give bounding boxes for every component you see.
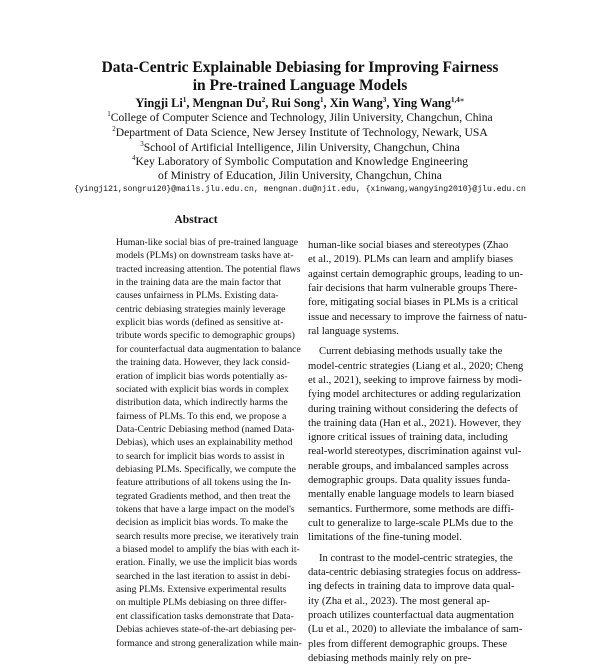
abstract-line: on multiple PLMs debiasing on three differ- [116,597,287,609]
author-affiliation-mark: 1,4∗ [450,95,465,104]
body-text-line: (Lu et al., 2020) to alleviate the imbalance of sam- [308,624,523,636]
abstract-line: searched in the last iteration to assist in debi- [116,570,291,582]
abstract-line: fairness of PLMs. To this end, we propose a [116,410,287,422]
body-text-line: debiasing methods mainly rely on pre- [308,652,472,664]
body-text-line: issue and necessary to improve the fairness of natu- [308,311,527,323]
abstract-line: the training data. However, they lack consid- [116,357,290,369]
abstract-line: debiasing PLMs. Specifically, we compute the [116,463,296,475]
author-name: Mengnan Du [192,96,262,110]
abstract-line: decision as implicit bias words. To make the [116,517,288,529]
body-text-line: mentally enable language models to learn biased [308,489,514,501]
body-text-line: real-world stereotypes, discrimination against vul- [308,446,522,458]
paper-title-line-1: Data-Centric Explainable Debiasing for Improving Fairness [101,59,499,76]
abstract-line: tracted increasing attention. The potential flaws [116,263,301,275]
body-text-line: during training without considering the defects of [308,403,519,415]
abstract-line: search results more precise, we iteratively train [116,530,299,542]
affiliation-text: Department of Data Science, New Jersey Institute of Technology, Newark, USA [115,126,488,139]
body-text-line: cult to generalize to large-scale PLMs due to the [308,518,514,530]
body-text-line: et al., 2021), seeking to improve fairness by modi- [308,374,522,386]
body-text-line: against certain demographic groups, leading to un- [308,268,524,280]
abstract-line: for counterfactual data augmentation to balance [116,343,301,355]
abstract-line: Data-Centric Debiasing method (named Data- [116,423,295,435]
abstract-line: causes unfairness in PLMs. Existing data- [116,290,279,302]
abstract-line: distribution data, which indirectly harms the [116,397,288,409]
abstract-line: Debias achieves state-of-the-art debiasing per- [116,624,297,636]
body-text-line: proach utilizes counterfactual data augmentation [308,610,514,621]
body-text-line: fying model architectures or adding regularization [308,389,521,401]
abstract-heading: Abstract [174,213,218,226]
affiliation [0,141,600,155]
abstract-line: Human-like social bias of pre-trained language [116,237,299,248]
abstract-line: ent classification tasks demonstrate that Data- [116,610,294,622]
abstract-line: in the training data are the main factor that [116,277,282,289]
affiliation-text: School of Artificial Intelligence, Jilin University, Changchun, China [143,141,460,154]
body-text-line: fair decisions that harm vulnerable groups There- [308,282,518,294]
author-affiliation-mark: 2 [261,95,266,104]
affiliation-text: Key Laboratory of Symbolic Computation and Knowledge Engineering [135,155,469,168]
abstract-line: to search for implicit bias words to assist in [116,450,285,462]
affiliation [0,111,600,125]
body-text-line: ral language systems. [308,325,399,337]
body-text-line: model-centric strategies (Liang et al., 2020; Cheng [308,360,524,372]
author-name: Yingji Li [135,96,183,110]
body-text-line: the training data (Han et al., 2021). However, they [308,417,522,429]
abstract-line: eration. Finally, we use the implicit bias words [116,557,297,569]
affiliation-mark: 4 [131,154,136,163]
abstract-line: models (PLMs) on downstream tasks have at- [116,250,294,262]
body-text-line: Current debiasing methods usually take the [319,346,503,358]
affiliation-text: of Ministry of Education, Jilin University, Changchun, China [158,169,442,182]
abstract-line: asing PLMs. Extensive experimental results [116,584,287,596]
abstract-line: tribute words specific to demographic groups) [116,330,295,342]
body-text-line: ples from different demographic groups. These [308,638,508,650]
abstract-line: tegrated Gradients method, and then treat the [116,490,291,502]
author-name: Ying Wang [392,96,451,110]
abstract-line: Debias), which uses an explainability method [116,437,293,449]
affiliation-mark: 2 [112,125,116,134]
abstract-line: sociated with explicit bias words in complex [116,383,289,395]
abstract-line: eration of implicit bias words potentially as- [116,370,288,382]
abstract-line: tokens that have a large impact on the model's [116,504,295,515]
author-emails: {yingji21,songrui20}@mails.jlu.edu.cn, mengnan.du@njit.edu, {xinwang,wangying2010}@jlu.edu.cn [74,185,526,194]
abstract-line: formance and strong generalization while main- [116,637,302,649]
abstract-line: explicit bias words (defined as sensitive at- [116,317,284,329]
author-affiliation-mark: 3 [382,95,387,104]
abstract-line: feature attributions of all tokens using the In- [116,477,292,489]
body-text-line: et al., 2019). PLMs can learn and amplify biases [308,254,514,266]
author-affiliation-mark: 1 [319,95,324,104]
body-text-line: data-centric debiasing strategies focus on address- [308,567,521,579]
body-text-line: nerable groups, and imbalanced samples across [308,460,509,472]
paper-title-line-2: in Pre-trained Language Models [192,77,408,94]
body-text-line: demographic groups. Data quality issues funda- [308,475,511,487]
affiliation [0,169,600,183]
abstract-line: centric debiasing strategies mainly leverage [116,303,286,315]
affiliation [0,155,600,169]
body-text-line: ity (Zha et al., 2023). The most general ap- [308,595,490,607]
author-affiliation-mark: 1 [182,95,187,104]
affiliation-text: College of Computer Science and Technology, Jilin University, Changchun, China [110,111,493,124]
body-text-line: In contrast to the model-centric strategies, the [319,552,513,564]
author-name: Xin Wang [329,96,383,110]
body-text-line: ing defects in training data to improve data qual- [308,581,515,593]
author-name: Rui Song [271,96,320,110]
body-text-line: fore, mitigating social biases in PLMs is a critical [308,297,519,309]
body-text-line: semantics. Furthermore, some methods are diffi- [308,503,515,515]
body-text-line: human-like social biases and stereotypes (Zhao [308,240,509,251]
affiliation [0,126,600,140]
affiliation-mark: 1 [107,110,111,119]
abstract-line: a biased model to amplify the bias with each it- [116,544,300,556]
body-text-line: limitations of the fine-tuning model. [308,532,462,544]
body-text-line: ignore critical issues of training data, including [308,432,508,444]
affiliation-mark: 3 [140,140,144,149]
author-list: Yingji Li$^1$, Mengnan Du$^2$, Rui Song$^1$, Xin Wang$^3$, Ying Wang$^{1,4∗}$ [135,95,465,110]
